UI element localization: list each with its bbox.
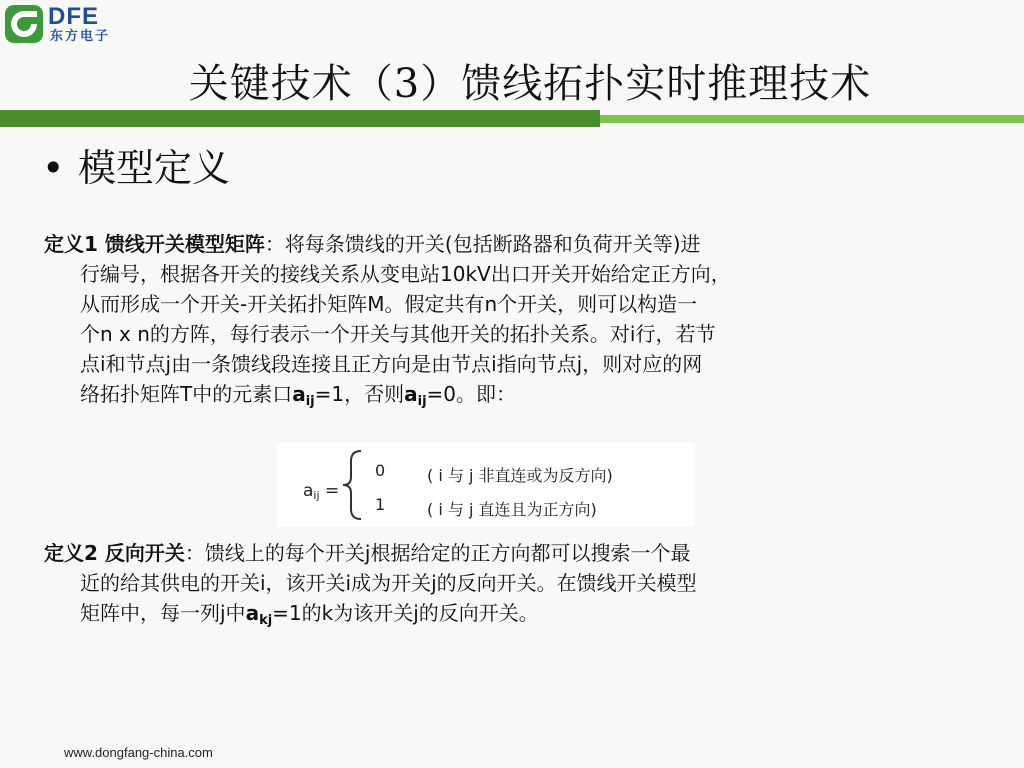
formula-case2-value: 1 — [375, 495, 386, 514]
matrix-element-subscript: kj — [259, 613, 273, 628]
definition-1-line: 个n x n的方阵，每行表示一个开关与其他开关的拓扑关系。对i行，若节 — [80, 322, 716, 346]
bullet-marker: • — [42, 146, 65, 190]
matrix-element-subscript: ij — [305, 394, 315, 409]
definition-1-text: 络拓扑矩阵T中的元素口 — [80, 382, 293, 406]
definition-1-line: 行编号，根据各开关的接线关系从变电站10kV出口开关开始给定正方向， — [80, 262, 731, 286]
definition-2-paragraph — [44, 538, 1004, 636]
matrix-element-var: a — [292, 382, 306, 406]
definition-1-text: =0。即： — [426, 382, 517, 406]
definition-1-term: 定义1 馈线开关模型矩阵 — [44, 232, 265, 256]
definition-2-line — [44, 598, 1004, 636]
title-divider-bar — [0, 110, 1024, 127]
logo-mark-icon — [4, 4, 44, 44]
formula-lhs-var: a — [303, 481, 314, 501]
definition-1-line: 从而形成一个开关-开关拓扑矩阵M。假定共有n个开关，则可以构造一 — [80, 292, 698, 316]
logo-brand-text: DFE — [48, 3, 99, 30]
logo-brand-cn-text: 东方电子 — [50, 29, 111, 44]
bullet-heading-text: 模型定义 — [78, 146, 231, 190]
formula-case2-condition: ( i 与 j 直连且为正方向) — [427, 500, 597, 519]
formula-equals: = — [324, 481, 340, 501]
piecewise-formula — [277, 443, 695, 527]
definition-2-text: =1的k为该开关j的反向开关。 — [272, 601, 539, 625]
company-logo — [4, 4, 124, 48]
definition-1-text: =1，否则 — [314, 382, 405, 406]
definition-1-text: ：将每条馈线的开关(包括断路器和负荷开关等)进 — [264, 232, 701, 256]
footer-website: www.dongfang-china.com — [64, 745, 213, 760]
definition-2-line — [44, 538, 1004, 568]
definition-2-text: 矩阵中，每一列j中 — [80, 601, 246, 625]
definition-1-paragraph — [44, 229, 1004, 417]
formula-case1-condition: ( i 与 j 非直连或为反方向) — [427, 466, 613, 485]
slide-title: 关键技术（3）馈线拓扑实时推理技术 — [188, 61, 872, 107]
definition-2-line: 近的给其供电的开关i，该开关i成为开关j的反向开关。在馈线开关模型 — [80, 571, 697, 595]
definition-2-text: ：馈线上的每个开关j根据给定的正方向都可以搜索一个最 — [184, 541, 691, 565]
formula-case1-value: 0 — [375, 461, 386, 480]
definition-1-line: 点i和节点j由一条馈线段连接且正方向是由节点i指向节点j，则对应的网 — [80, 352, 703, 376]
matrix-element-subscript: ij — [417, 394, 427, 409]
title-bar-light-segment — [600, 115, 1024, 123]
formula-lhs — [303, 481, 339, 502]
definition-1-line — [44, 229, 1004, 259]
matrix-element-var: a — [245, 601, 260, 625]
definition-2-term: 定义2 反向开关 — [44, 541, 185, 565]
matrix-element-var: a — [404, 382, 418, 406]
title-bar-dark-segment — [0, 110, 600, 127]
formula-lhs-subscript: ij — [313, 489, 320, 502]
bullet-heading — [42, 140, 230, 196]
definition-1-line — [44, 379, 1004, 417]
